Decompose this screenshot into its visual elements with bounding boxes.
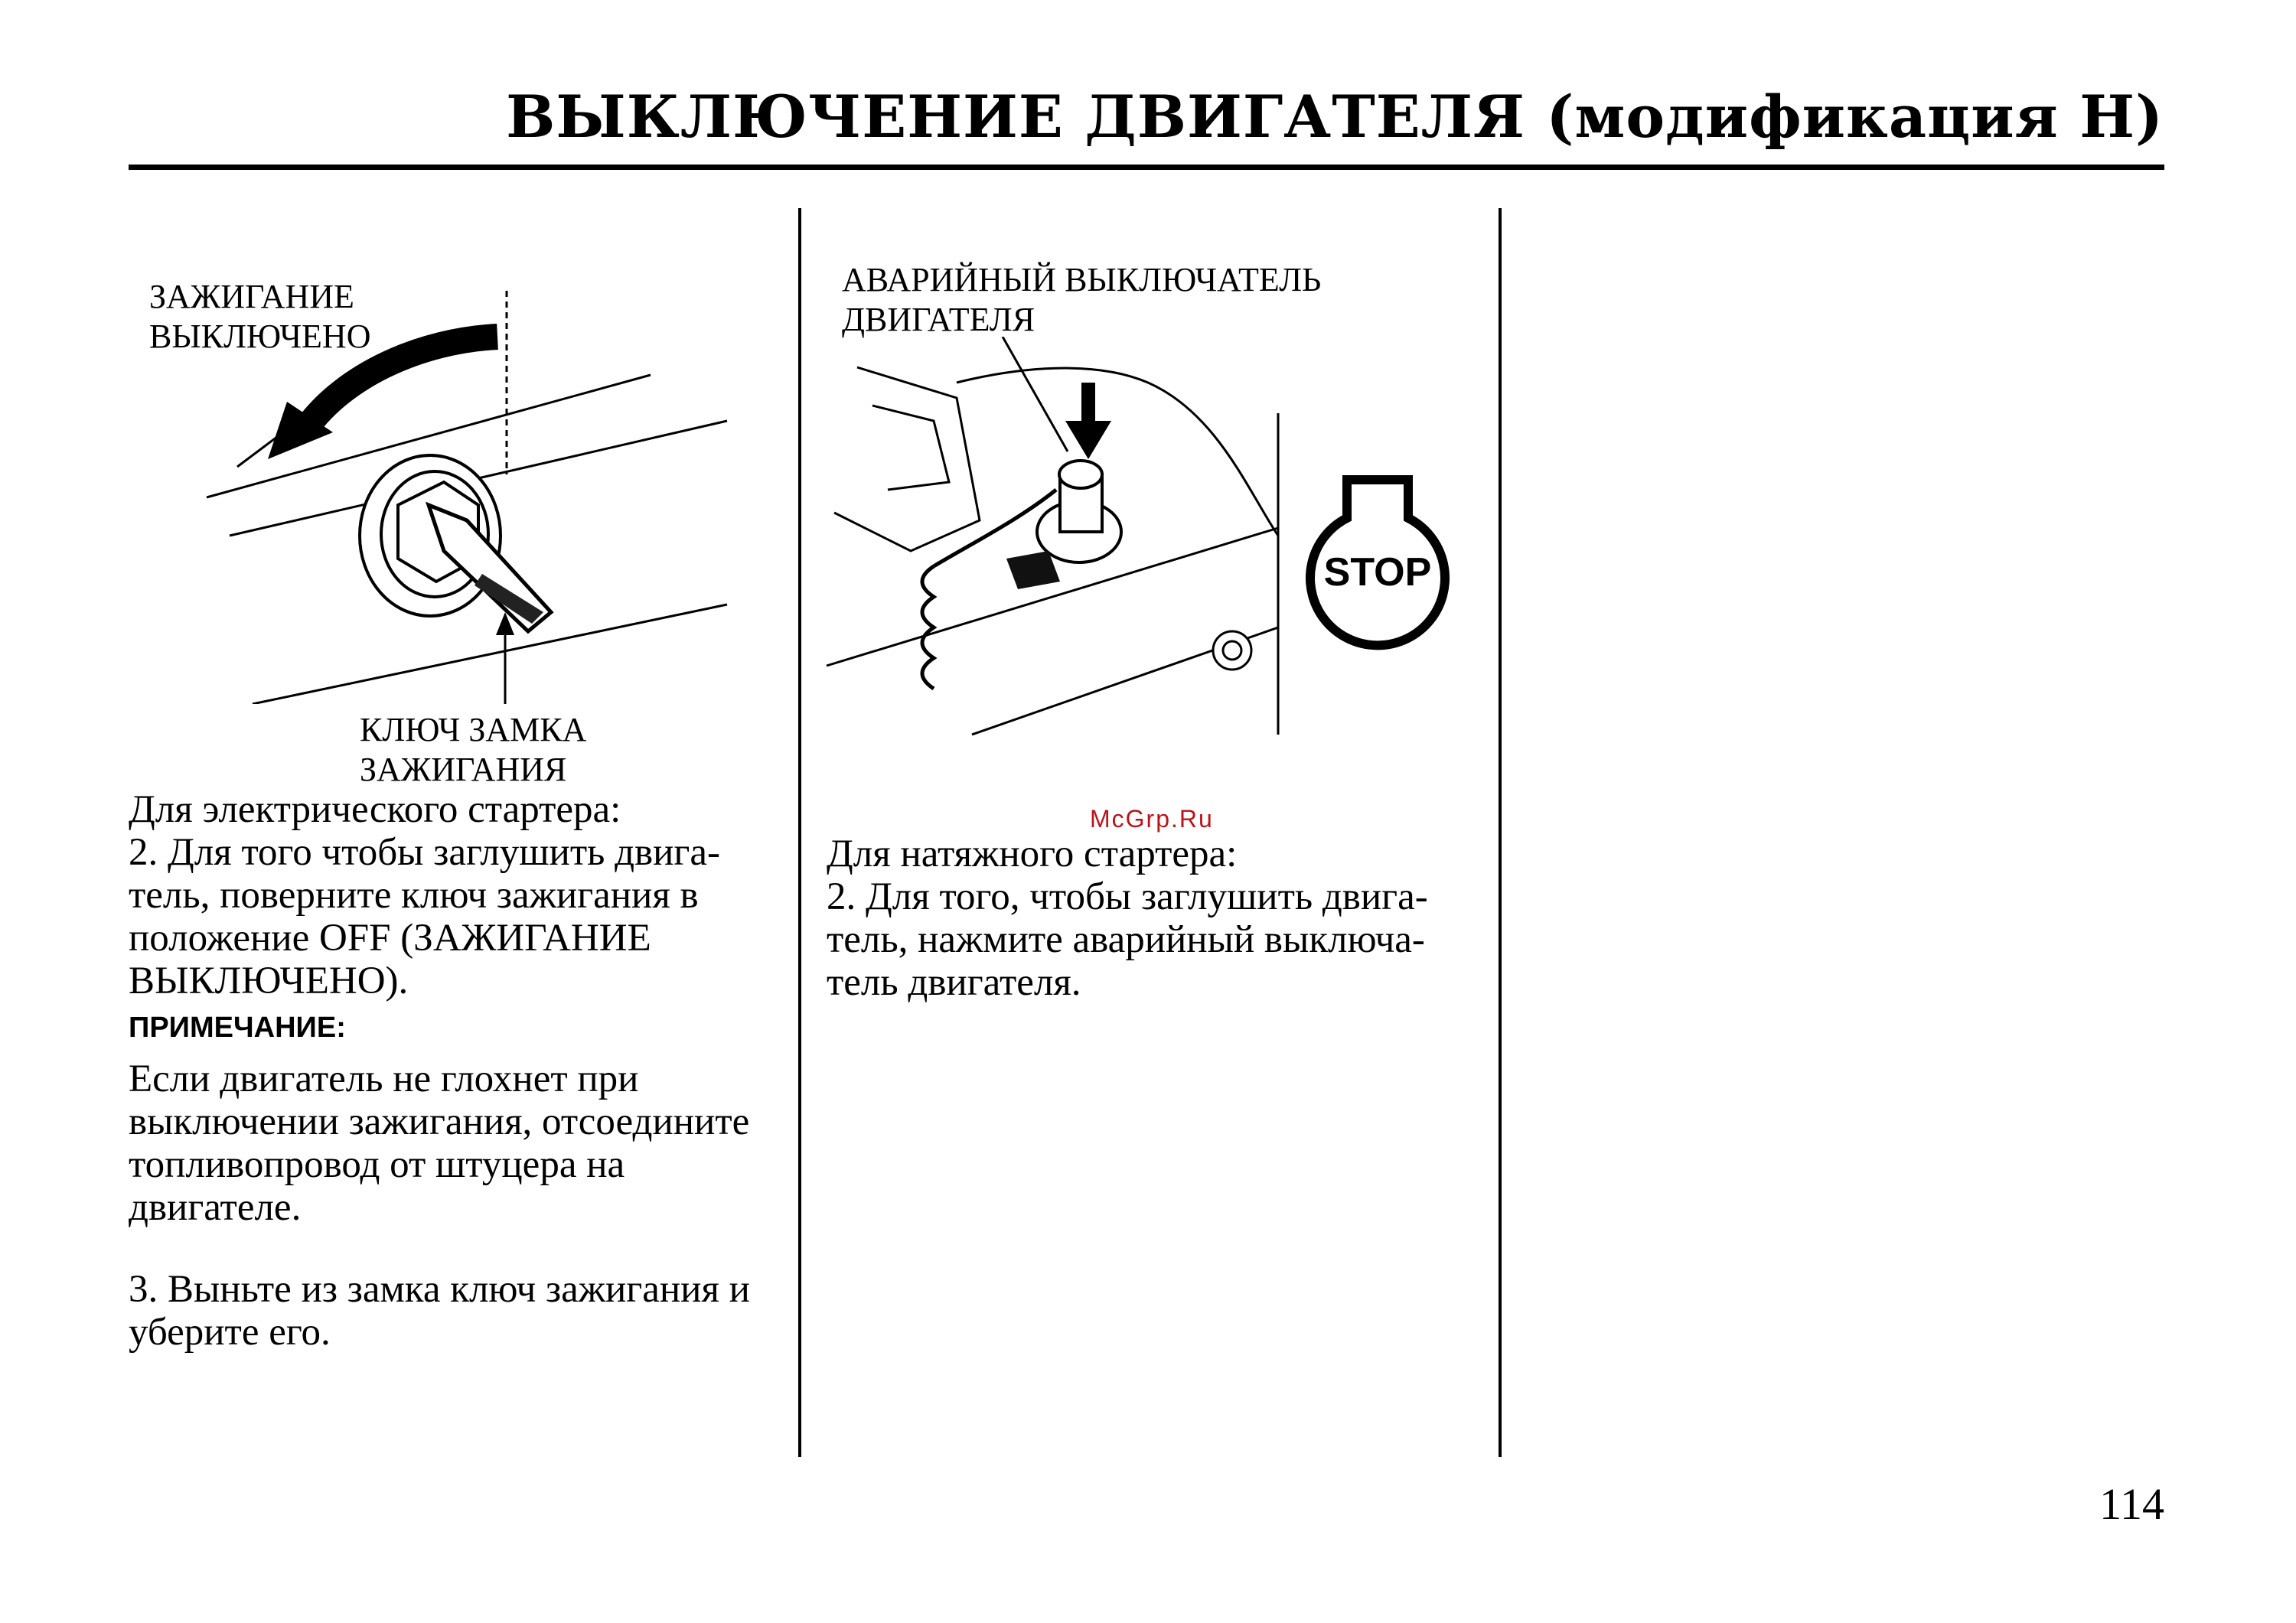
header-rule	[129, 165, 2164, 170]
push-arrow-icon	[1065, 421, 1111, 459]
note-text: Если двигатель не глохнет при выключении зажигания, отсоедините топливопровод от штуцера на двигателе.	[129, 1058, 750, 1229]
column-divider-2	[1499, 208, 1502, 1457]
page-title: ВЫКЛЮЧЕНИЕ ДВИГАТЕЛЯ (модификация H)	[506, 83, 2164, 151]
column-divider-1	[798, 208, 801, 1457]
electric-starter-step-2: 2. Для того чтобы заглушить двига-тель, поверните ключ зажигания в положение OFF (ЗАЖИГАНИЕ ВЫКЛЮЧЕНО).	[129, 831, 720, 1002]
label-engine-stop-switch: АВАРИЙНЫЙ ВЫКЛЮЧАТЕЛЬ ДВИГАТЕЛЯ	[842, 261, 1322, 338]
watermark: McGrp.Ru	[1090, 805, 1214, 833]
ignition-key-illustration	[191, 275, 758, 704]
electric-starter-step-3: 3. Выньте из замка ключ зажигания и уберите его.	[129, 1268, 750, 1354]
note-label: ПРИМЕЧАНИЕ:	[129, 1012, 346, 1044]
stop-symbol-icon	[1301, 471, 1454, 654]
column-2-text	[827, 833, 1485, 1004]
stop-symbol-text: STOP	[1323, 550, 1432, 595]
recoil-starter-step-2: 2. Для того, чтобы заглушить двига-тель, нажмите аварийный выключа-тель двигателя.	[827, 875, 1428, 1004]
label-ignition-off: ЗАЖИГАНИЕ ВЫКЛЮЧЕНО	[149, 278, 371, 355]
electric-starter-heading: Для электрического стартера:	[129, 788, 621, 831]
column-1-text	[129, 788, 779, 1002]
label-ignition-key: КЛЮЧ ЗАМКА ЗАЖИГАНИЯ	[360, 711, 587, 788]
page-number: 114	[2099, 1479, 2164, 1529]
recoil-starter-heading: Для натяжного стартера:	[827, 833, 1238, 875]
